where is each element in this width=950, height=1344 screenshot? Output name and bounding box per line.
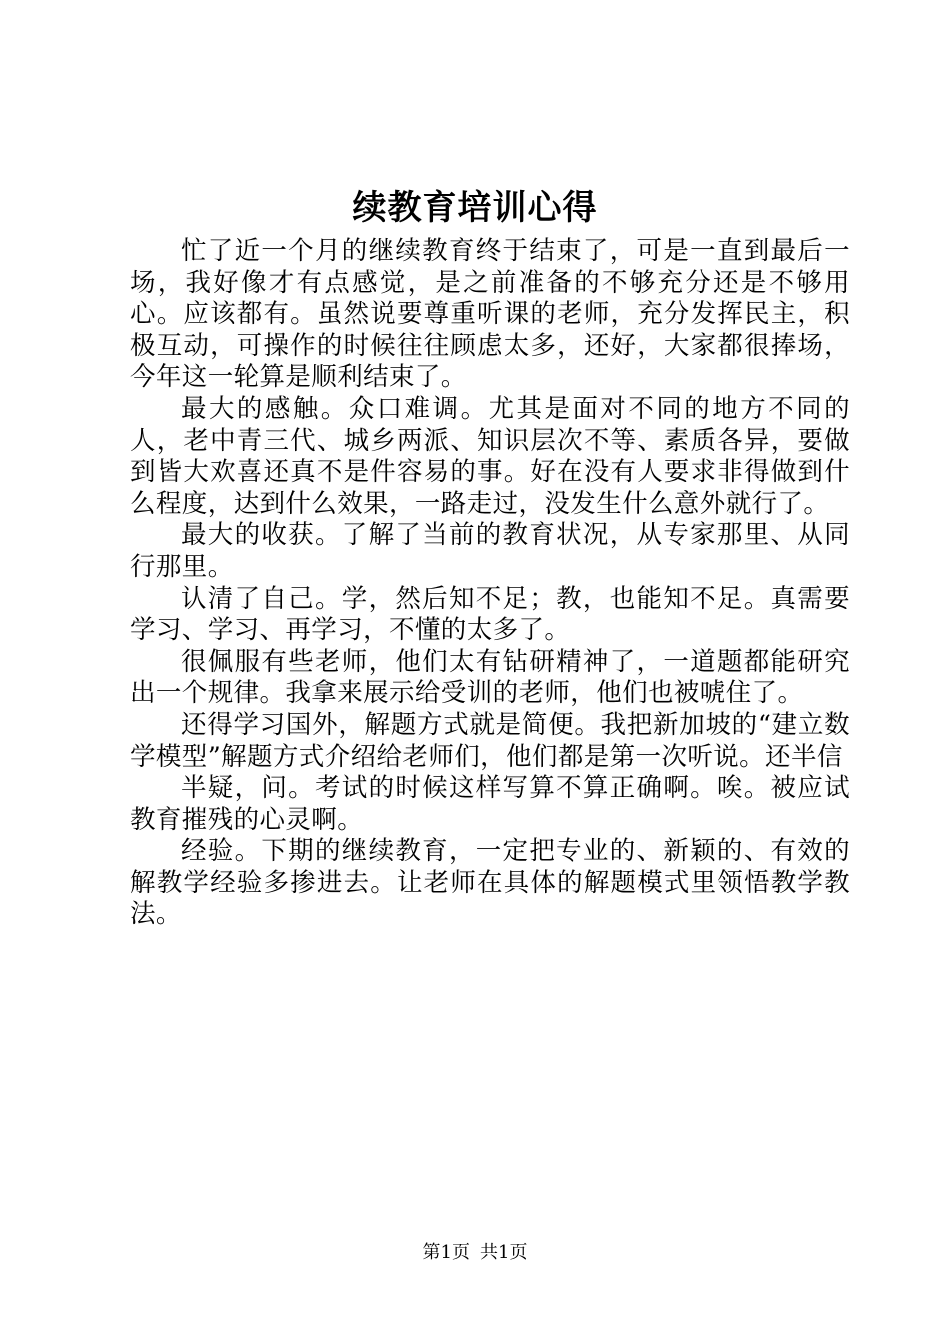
document-title: 续教育培训心得 (352, 188, 598, 228)
paragraph-8: 经验。下期的继续教育，一定把专业的、新颖的、有效的解教学经验多掺进去。让老师在具体的解题模式里领悟教学教法。 (130, 836, 850, 930)
paragraph-5: 很佩服有些老师，他们太有钻研精神了，一道题都能研究出一个规律。我拿来展示给受训的老师，他们也被唬住了。 (130, 646, 850, 709)
page-number: 第1页 (422, 1242, 470, 1263)
paragraph-7: 半疑，问。考试的时候这样写算不算正确啊。唉。被应试教育摧残的心灵啊。 (130, 773, 850, 835)
page-footer (0, 1241, 950, 1265)
paragraph-1: 忙了近一个月的继续教育终于结束了，可是一直到最后一场，我好像才有点感觉，是之前准备的不够充分还是不够用心。应该都有。虽然说要尊重听课的老师，充分发挥民主，积极互动，可操作的时候往往顾虑太多，还好，大家都很捧场，今年这一轮算是顺利结束了。 (130, 236, 850, 393)
page-total: 共1页 (480, 1242, 528, 1263)
document-body (130, 236, 850, 931)
paragraph-6: 还得学习国外，解题方式就是简便。我把新加坡的“建立数学模型”解题方式介绍给老师们，他们都是第一次听说。还半信 (130, 709, 850, 772)
paragraph-4: 认清了自己。学，然后知不足；教，也能知不足。真需要学习、学习、再学习，不懂的太多了。 (130, 583, 850, 646)
paragraph-2: 最大的感触。众口难调。尤其是面对不同的地方不同的人，老中青三代、城乡两派、知识层次不等、素质各异，要做到皆大欢喜还真不是件容易的事。好在没有人要求非得做到什么程度，达到什么效果，一路走过，没发生什么意外就行了。 (130, 393, 850, 519)
paragraph-3: 最大的收获。了解了当前的教育状况，从专家那里、从同行那里。 (130, 520, 850, 582)
